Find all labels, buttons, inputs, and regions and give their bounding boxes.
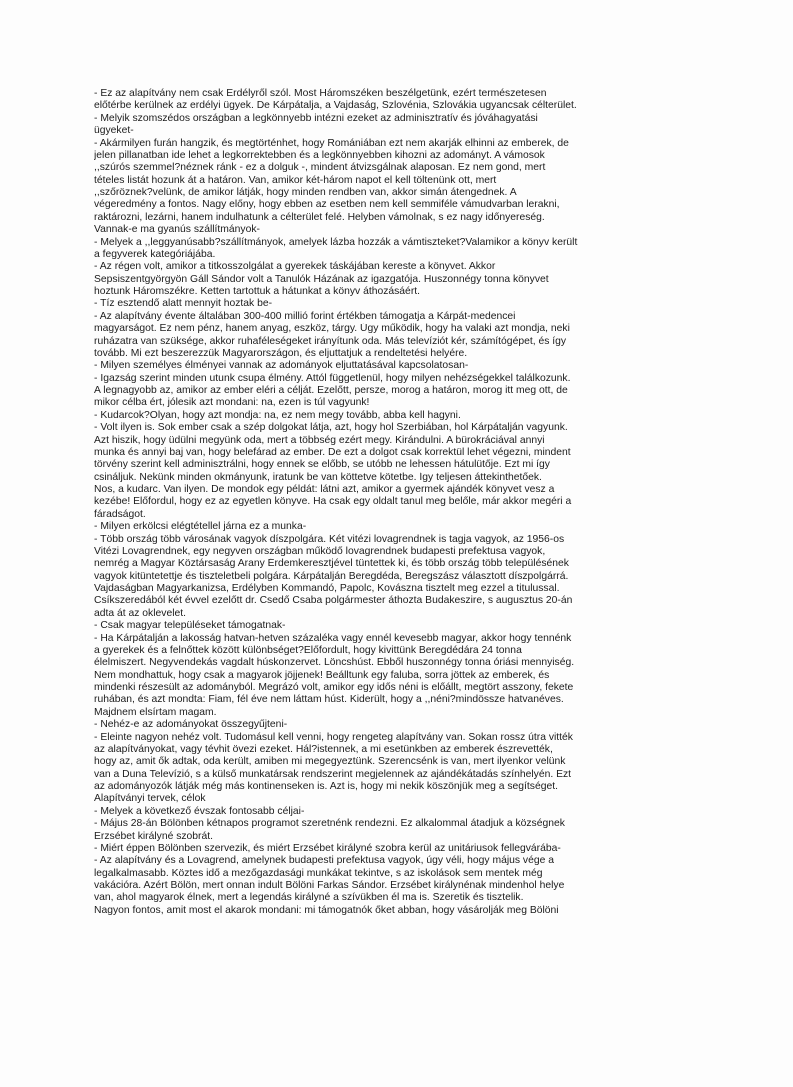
text-line: vakációra. Azért Bölön, mert onnan indult Bölöni Farkas Sándor. Erzsébet királynénak mindenhol helye <box>94 880 565 891</box>
text-line: ügyeket- <box>94 125 134 137</box>
text-line: - Eleinte nagyon nehéz volt. Tudomásul kell venni, hogy rengeteg alapítvány van. Sokan rossz útra vitték <box>94 731 573 743</box>
text-line: törvény szerint kell adminisztrálni, hogy ennek se előbb, se utóbb ne lehessen hátulütője. Ezt mi így <box>94 459 550 471</box>
text-line: Vajdaságban Magyarkanizsa, Erdélyben Kommandó, Papolc, Kovászna tisztelt meg ezzel a titulussal. <box>94 583 560 594</box>
text-line: Vitézi Lovagrendnek, egy negyven országban működő lovagrendnek budapesti prefektusa vagyok, <box>94 545 546 557</box>
text-line: Azt hiszik, hogy üdülni megyünk oda, mert a többség ezért megy. Kirándulni. A bürokráciával annyi <box>94 434 545 446</box>
text-line: - Az régen volt, amikor a titkosszolgálat a gyerekek táskájában kereste a könyvet. Akkor <box>94 261 496 273</box>
text-line: magyarságot. Ez nem pénz, hanem anyag, eszköz, tárgy. Úgy működik, hogy ha valaki azt mondja, neki <box>94 323 570 335</box>
text-line: - Melyek a következő évszak fontosabb céljai- <box>94 805 305 817</box>
text-line: - Ez az alapítvány nem csak Erdélyről szól. Most Háromszéken beszélgetünk, ezért természetesen <box>94 88 547 99</box>
text-line: - Akármilyen furán hangzik, és megtörténhet, hogy Romániában ezt nem akarják elhinni az emberek, de <box>94 137 569 149</box>
text-line: hoztunk Háromszékre. Ketten tartottuk a hátunkat a könyv áthozásáért. <box>94 286 421 297</box>
text-line: a fegyverek kategóriájába. <box>94 248 216 260</box>
text-line: - Május 28-án Bölönben kétnapos programot szeretnénk rendezni. Ez alkalommal átadjuk a községnek <box>94 818 565 830</box>
text-line: Erzsébet királyné szobrát. <box>94 830 214 842</box>
text-line: - Igazság szerint minden utunk csupa élmény. Attól függetlenül, hogy milyen nehézségekkel találkozunk. <box>94 372 571 384</box>
text-line: - Melyik szomszédos országban a legkönnyebb intézni ezeket az adminisztratív és jóváhagyatási <box>94 112 538 124</box>
text-line: - Több ország több városának vagyok díszpolgára. Két vitézi lovagrendnek is tagja vagyok, az 1956-os <box>94 533 565 545</box>
text-line: A legnagyobb az, amikor az ember eléri a célját. Ezelőtt, persze, morog a határon, morog itt meg ott, de <box>94 385 568 396</box>
text-line: mikor célba ért, jólesik azt mondani: na, ezen is túl vagyunk! <box>94 397 370 409</box>
text-line: Nos, a kudarc. Van ilyen. De mondok egy példát: látni azt, amikor a gyermek ajándék könyvet vesz a <box>94 484 555 495</box>
text-line: - Volt ilyen is. Sok ember csak a szép dolgokat látja, azt, hogy hol Szerbiában, hol Kárpátalján vagyunk. <box>94 422 568 434</box>
text-line: Nem mondhattuk, hogy csak a magyarok jöjjenek! Beálltunk egy faluba, sorra jöttek az emberek, és <box>94 669 550 681</box>
text-line: Majdnem elsírtam magam. <box>94 706 217 718</box>
text-line: - Miért éppen Bölönben szervezik, és miért Erzsébet királyné szobra kerül az unitáriusok fellegvárába- <box>94 842 561 854</box>
text-line: - Nehéz-e az adományokat összegyűjteni- <box>94 719 288 731</box>
text-line: tovább. Mi ezt beszerezzük Magyarországon, és eljuttatjuk a rendeltetési helyére. <box>94 347 468 359</box>
text-line: - Milyen erkölcsi elégtétellel járna ez a munka- <box>94 521 307 533</box>
text-line: Csíkszeredából két évvel ezelőtt dr. Csedő Csaba polgármester áthozta Budakeszire, s augusztus 20-án <box>94 595 573 607</box>
text-line: az alapítványokat, vagy tévhit övezi ezeket. Hál?istennek, a mi esetünkben az emberek észrevették, <box>94 743 553 755</box>
text-line: előtérbe kerülnek az erdélyi ügyek. De Kárpátalja, a Vajdaság, Szlovénia, Szlovákia ugyancsak célterület. <box>94 100 577 112</box>
text-line: munka és annyi baj van, hogy belefárad az ember. De ezt a dolgot csak korrektül lehet végezni, mindent <box>94 446 571 458</box>
text-line: élelmiszert. Negyvendekás vagdalt húskonzervet. Löncshúst. Ebből huszonnégy tonna óriási mennyiség. <box>94 657 575 669</box>
text-line: nemrég a Magyar Köztársaság Arany Érdemkeresztjével tüntettek ki, és több ország több településének <box>94 558 569 570</box>
text-line: jelen pillanatban ide lehet a legkorrektebben és a legkönnyebben kihozni az adományt. A vámosok <box>94 149 545 161</box>
text-line: van a Duna Televízió, s a külső munkatársak rendszerint megjelennek az ajándékátadás színhelyén. Ezt <box>94 768 572 780</box>
text-line: ,,szúrós szemmel?néznek ránk - ez a dolguk -, mindent átvizsgálnak alaposan. Ez nem gond, mert <box>94 162 546 174</box>
article-text <box>94 88 719 917</box>
text-line: ,,szőröznek?velünk, de amikor látják, hogy minden rendben van, akkor simán átengednek. A <box>94 187 517 198</box>
text-line: Sepsiszentgyörgyön Gáll Sándor volt a Tanulók Házának az igazgatója. Huszonnégy tonna könyvet <box>94 273 549 285</box>
text-line: legalkalmasabb. Köztes idő a mezőgazdasági munkákat tekintve, s az iskolások sem mentek még <box>94 867 543 879</box>
text-line: adta át az oklevelet. <box>94 607 187 619</box>
text-line: - Ha Kárpátalján a lakosság hatvan-hetven százaléka vagy ennél kevesebb magyar, akkor hogy tennénk <box>94 632 572 644</box>
text-line: - Melyek a ,,leggyanúsabb?szállítmányok, amelyek lázba hozzák a vámtiszteket?Valamikor a könyv került <box>94 236 578 248</box>
text-line: csináljuk. Nekünk minden okmányunk, iratunk be van köttetve kötetbe. Így teljesen áttekinthetőek. <box>94 471 542 483</box>
text-line: raktározni, lezárni, hanem indulhatunk a célterület felé. Helyben vámolnak, s ez nagy időnyereség. <box>94 211 545 223</box>
text-line: ruházatra van szüksége, akkor ruhaféleségeket irányítunk oda. Más televíziót kér, számítógépet, és így <box>94 335 567 347</box>
text-line: fáradságot. <box>94 508 146 520</box>
text-line: vagyok kitüntetettje és tiszteletbeli polgára. Kárpátalján Beregdéda, Beregszász választott díszpolgárrá. <box>94 570 569 582</box>
text-line: kezébe! Előfordul, hogy ez az egyetlen könyve. Ha csak egy oldalt tanul meg belőle, már akkor megéri a <box>94 496 572 508</box>
text-line: a gyerekek és a felnőttek között különbséget?Előfordult, hogy kivittünk Beregdédára 24 tonna <box>94 644 522 656</box>
text-line: - Kudarcok?Olyan, hogy azt mondja: na, ez nem megy tovább, abba kell hagyni. <box>94 409 461 421</box>
text-line: hogy az, amit ők adtak, oda került, amiben mi megegyeztünk. Szerencsénk is van, mert ilyenkor velünk <box>94 756 566 768</box>
text-line: - Az alapítvány évente általában 300-400 millió forint értékben támogatja a Kárpát-medencei <box>94 310 516 322</box>
text-line: tételes listát hozunk át a határon. Van, amikor két-három napot el kell töltenünk ott, mert <box>94 174 497 186</box>
text-line: van, ahol magyarok élnek, mert a legendás királyné a szívükben él ma is. Szeretik és tisztelik. <box>94 892 524 904</box>
text-line: - Milyen személyes élményei vannak az adományok eljuttatásával kapcsolatosan- <box>94 360 469 372</box>
text-line: mindenki részesült az adományból. Megrázó volt, amikor egy idős néni is előállt, megtört asszony, fekete <box>94 682 574 693</box>
text-line: - Tíz esztendő alatt mennyit hoztak be- <box>94 298 273 310</box>
text-line: Alapítványi tervek, célok <box>94 793 206 805</box>
text-line: - Csak magyar településeket támogatnak- <box>94 620 286 632</box>
text-line: végeredmény a fontos. Nagy előny, hogy ebben az esetben nem kell semmiféle vámudvarban lerakni, <box>94 199 560 211</box>
text-line: - Az alapítvány és a Lovagrend, amelynek budapesti prefektusa vagyok, úgy véli, hogy május vége a <box>94 855 554 867</box>
text-line: Vannak-e ma gyanús szállítmányok- <box>94 224 260 236</box>
text-line: ruhában, és azt mondta: Fiam, fél éve nem láttam húst. Kiderült, hogy a ,,néni?mindössze hatvanéves. <box>94 694 564 706</box>
text-line: Nagyon fontos, amit most el akarok mondani: mi támogatnók őket abban, hogy vásárolják meg Bölöni <box>94 904 559 916</box>
text-line: az adományozók látják még más kontinenseken is. Azt is, hogy mi nekik köszönjük meg a segítséget. <box>94 781 558 792</box>
